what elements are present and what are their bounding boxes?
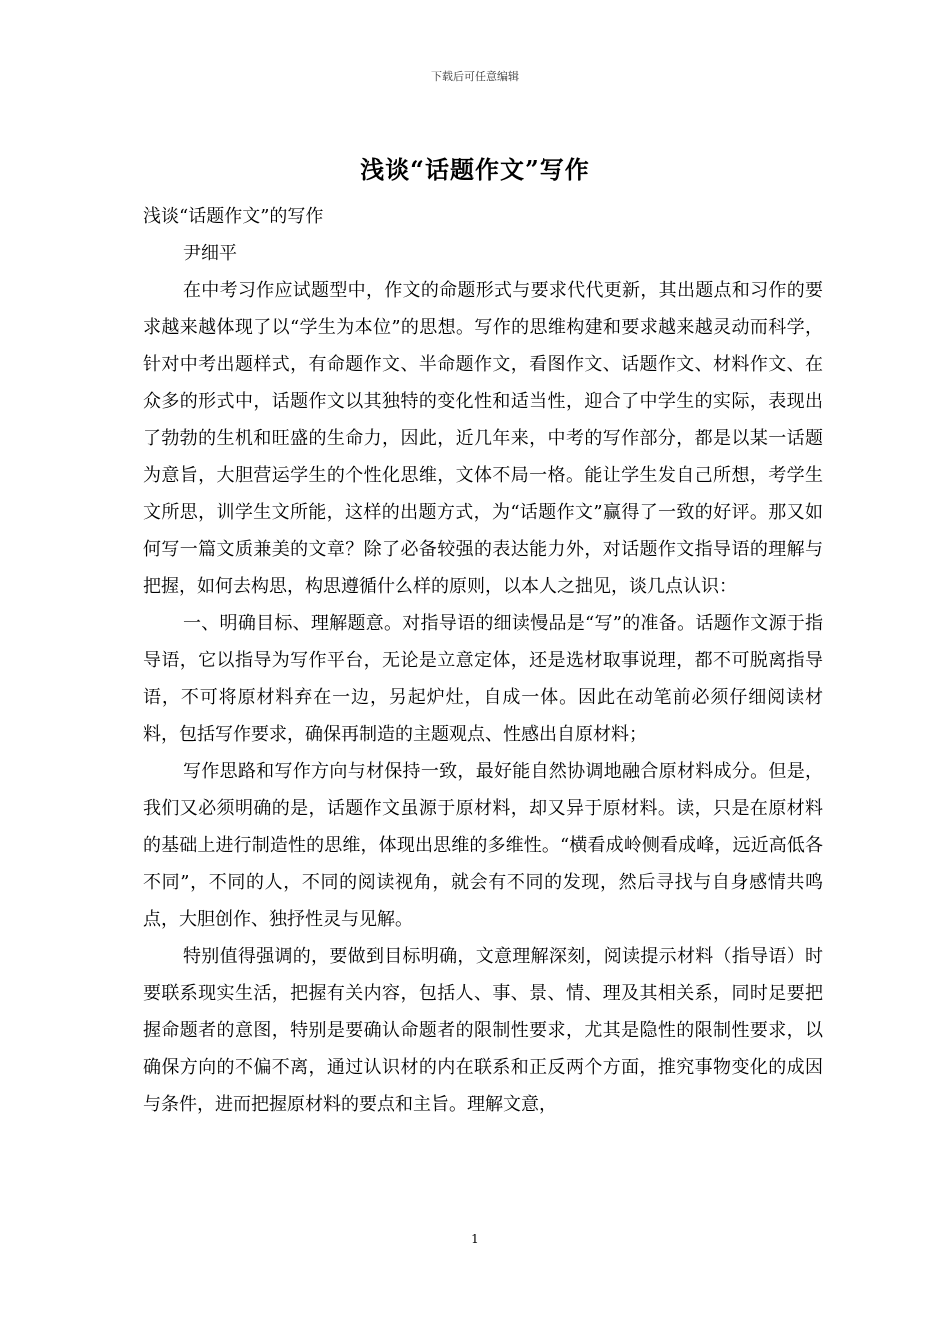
header-note: 下载后可任意编辑	[431, 70, 519, 83]
paragraph: 一、明确目标、理解题意。对指导语的细读慢品是“写”的准备。话题作文源于指导语，它以指导为写作平台，无论是立意定体，还是选材取事说理，都不可脱离指导语，不可将原材料弃在一边，另起炉灶，自成一体。因此在动笔前必须仔细阅读材料，包括写作要求，确保再制造的主题观点、性感出自原材料；	[143, 613, 823, 745]
paragraph: 在中考习作应试题型中，作文的命题形式与要求代代更新，其出题点和习作的要求越来越体现了以“学生为本位”的思想。写作的思维构建和要求越来越灵动而科学，针对中考出题样式，有命题作文、半命题作文，看图作文、话题作文、材料作文、在众多的形式中，话题作文以其独特的变化性和适当性，迎合了中学生的实际，表现出了勃勃的生机和旺盛的生命力，因此，近几年来，中考的写作部分，都是以某一话题为意旨，大胆营运学生的个性化思维，文体不局一格。能让学生发自己所想，考学生文所思，训学生文所能，这样的出题方式，为“话题作文”赢得了一致的好评。那又如何写一篇文质兼美的文章？除了必备较强的表达能力外，对话题作文指导语的理解与把握，如何去构思，构思遵循什么样的原则，以本人之拙见，谈几点认识：	[143, 280, 823, 597]
paragraph: 特别值得强调的，要做到目标明确，文意理解深刻，阅读提示材料（指导语）时要联系现实生活，把握有关内容，包括人、事、景、情、理及其相关系，同时足要把握命题者的意图，特别是要确认命题者的限制性要求，尤其是隐性的限制性要求，以确保方向的不偏不离，通过认识材的内在联系和正反两个方面，推究事物变化的成因与条件，进而把握原材料的要点和主旨。理解文意，	[143, 946, 823, 1115]
document-body	[143, 198, 823, 1123]
page-number: 1	[471, 1232, 479, 1246]
author: 尹细平	[183, 243, 237, 264]
subtitle: 浅谈“话题作文”的写作	[143, 206, 324, 227]
paragraph: 写作思路和写作方向与材保持一致，最好能自然协调地融合原材料成分。但是，我们又必须明确的是，话题作文虽源于原材料，却又异于原材料。读，只是在原材料的基础上进行制造性的思维，体现出思维的多维性。“横看成岭侧看成峰，远近高低各不同”，不同的人，不同的阅读视角，就会有不同的发现，然后寻找与自身感情共鸣点，大胆创作、独抒性灵与见解。	[143, 761, 823, 930]
document-title: 浅谈“话题作文”写作	[360, 155, 590, 184]
